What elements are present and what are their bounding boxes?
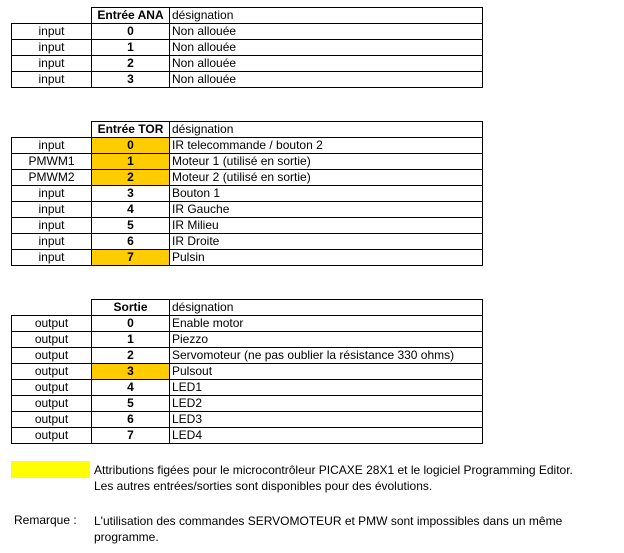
table-row xyxy=(12,332,483,348)
row-designation: Pulsout xyxy=(170,364,483,380)
table-row xyxy=(12,250,483,266)
row-designation: Moteur 1 (utilisé en sortie) xyxy=(170,154,483,170)
row-designation: IR Milieu xyxy=(170,218,483,234)
remark-label: Remarque : xyxy=(14,513,77,527)
header-sortie: Sortie xyxy=(92,300,170,316)
row-type: output xyxy=(12,412,92,428)
row-designation: Non allouée xyxy=(170,24,483,40)
row-number-fixed: 3 xyxy=(92,364,170,380)
remark-line-1: L'utilisation des commandes SERVOMOTEUR et PMW sont impossibles dans un même xyxy=(94,514,563,528)
row-number: 0 xyxy=(92,316,170,332)
remark-text xyxy=(94,513,614,545)
table-entree-tor xyxy=(11,121,483,266)
row-designation: LED1 xyxy=(170,380,483,396)
row-number: 6 xyxy=(92,234,170,250)
table-row xyxy=(12,72,483,88)
row-type: input xyxy=(12,40,92,56)
header-blank xyxy=(12,8,92,24)
header-designation: désignation xyxy=(170,122,483,138)
row-designation: Non allouée xyxy=(170,56,483,72)
header-designation: désignation xyxy=(170,8,483,24)
table-row xyxy=(12,24,483,40)
table-row xyxy=(12,186,483,202)
row-type: input xyxy=(12,56,92,72)
row-designation: IR Droite xyxy=(170,234,483,250)
table-row xyxy=(12,218,483,234)
table-row xyxy=(12,316,483,332)
table-header-row xyxy=(12,8,483,24)
table-row xyxy=(12,412,483,428)
row-designation: LED4 xyxy=(170,428,483,444)
legend-swatch xyxy=(11,461,90,478)
row-designation: LED3 xyxy=(170,412,483,428)
row-number: 1 xyxy=(92,40,170,56)
table-row xyxy=(12,380,483,396)
row-type: output xyxy=(12,364,92,380)
table-entree-ana xyxy=(11,7,483,88)
row-type: PMWM2 xyxy=(12,170,92,186)
table-sortie xyxy=(11,299,483,444)
row-type: input xyxy=(12,234,92,250)
row-type: output xyxy=(12,396,92,412)
row-number-fixed: 0 xyxy=(92,138,170,154)
row-number: 6 xyxy=(92,412,170,428)
row-type: input xyxy=(12,202,92,218)
table-row xyxy=(12,138,483,154)
row-number-fixed: 2 xyxy=(92,170,170,186)
row-number: 2 xyxy=(92,348,170,364)
row-designation: Enable motor xyxy=(170,316,483,332)
row-designation: IR telecommande / bouton 2 xyxy=(170,138,483,154)
row-number: 5 xyxy=(92,396,170,412)
row-number: 4 xyxy=(92,380,170,396)
row-number-fixed: 1 xyxy=(92,154,170,170)
row-designation: Servomoteur (ne pas oublier la résistance 330 ohms) xyxy=(170,348,483,364)
row-type: output xyxy=(12,428,92,444)
row-number: 7 xyxy=(92,428,170,444)
legend-line-2: Les autres entrées/sorties sont disponibles pour des évolutions. xyxy=(94,479,433,493)
row-designation: Moteur 2 (utilisé en sortie) xyxy=(170,170,483,186)
header-entree-ana: Entrée ANA xyxy=(92,8,170,24)
header-blank xyxy=(12,122,92,138)
table-row xyxy=(12,40,483,56)
row-number-fixed: 7 xyxy=(92,250,170,266)
row-type: input xyxy=(12,218,92,234)
row-designation: Piezzo xyxy=(170,332,483,348)
row-type: output xyxy=(12,380,92,396)
row-designation: Bouton 1 xyxy=(170,186,483,202)
header-designation: désignation xyxy=(170,300,483,316)
row-designation: Non allouée xyxy=(170,40,483,56)
row-type: output xyxy=(12,316,92,332)
row-number: 3 xyxy=(92,186,170,202)
row-number: 1 xyxy=(92,332,170,348)
table-row xyxy=(12,202,483,218)
row-type: input xyxy=(12,186,92,202)
row-number: 2 xyxy=(92,56,170,72)
table-row xyxy=(12,348,483,364)
row-number: 5 xyxy=(92,218,170,234)
table-row xyxy=(12,428,483,444)
table-header-row xyxy=(12,300,483,316)
row-designation: Pulsin xyxy=(170,250,483,266)
table-row xyxy=(12,170,483,186)
table-row xyxy=(12,56,483,72)
row-designation: Non allouée xyxy=(170,72,483,88)
table-header-row xyxy=(12,122,483,138)
row-type: input xyxy=(12,138,92,154)
table-row xyxy=(12,364,483,380)
row-number: 4 xyxy=(92,202,170,218)
row-type: output xyxy=(12,348,92,364)
legend-text xyxy=(94,462,614,494)
table-row xyxy=(12,396,483,412)
row-designation: LED2 xyxy=(170,396,483,412)
row-type: input xyxy=(12,24,92,40)
row-designation: IR Gauche xyxy=(170,202,483,218)
legend-line-1: Attributions figées pour le microcontrôleur PICAXE 28X1 et le logiciel Programming Editor. xyxy=(94,463,573,477)
row-type: input xyxy=(12,250,92,266)
row-type: input xyxy=(12,72,92,88)
header-blank xyxy=(12,300,92,316)
remark-line-2: programme. xyxy=(94,530,159,544)
table-row xyxy=(12,154,483,170)
row-type: output xyxy=(12,332,92,348)
row-number: 0 xyxy=(92,24,170,40)
table-row xyxy=(12,234,483,250)
row-number: 3 xyxy=(92,72,170,88)
header-entree-tor: Entrée TOR xyxy=(92,122,170,138)
row-type: PMWM1 xyxy=(12,154,92,170)
